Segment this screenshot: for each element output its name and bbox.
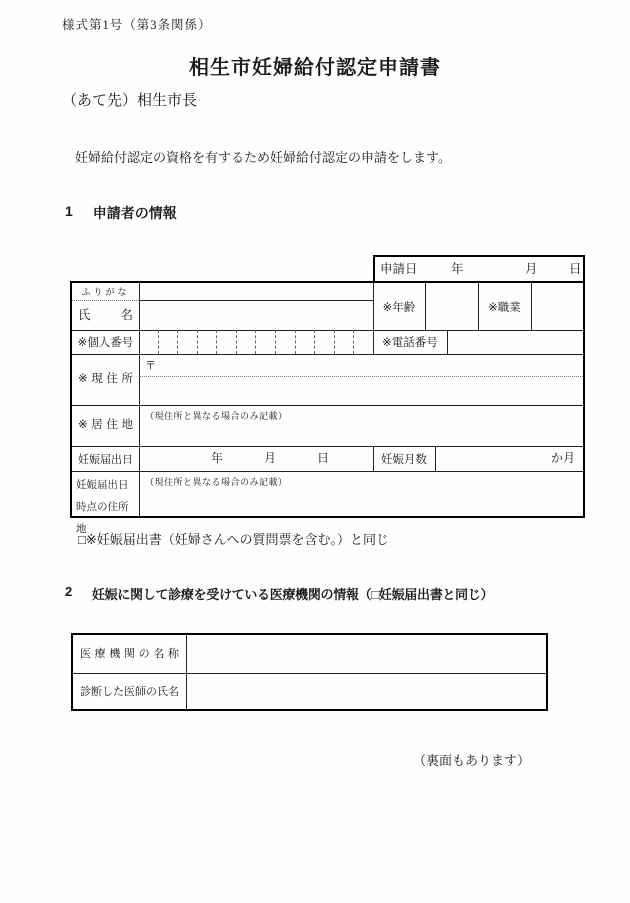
declaration-text: 妊婦給付認定の資格を有するため妊婦給付認定の申請をします。 — [75, 150, 451, 165]
residence-field — [139, 405, 583, 446]
personal-number-digit-cell — [158, 330, 178, 354]
personal-number-digit-cell — [197, 330, 217, 354]
section2-title-prefix: 妊娠に関して診療を受けている医療機関の情報（ — [91, 587, 372, 602]
section2-heading — [65, 584, 493, 603]
application-date-day-unit: 日 — [569, 262, 582, 276]
section1-heading — [65, 203, 177, 223]
personal-number-digit-cell — [216, 330, 236, 354]
section2-title — [92, 584, 493, 603]
postal-mark: 〒 — [145, 360, 156, 372]
notification-address-field — [139, 471, 583, 516]
institution-field — [186, 635, 546, 673]
current-address-field — [139, 354, 583, 405]
occupation-field — [531, 283, 583, 330]
section2-title-suffix: 妊娠届出書と同じ） — [378, 587, 494, 602]
personal-number-digit-cell — [255, 330, 275, 354]
personal-number-digit-cell — [275, 330, 295, 354]
personal-number-digit-cells — [139, 330, 373, 354]
same-as-notification-line — [78, 529, 389, 548]
section1-number: 1 — [65, 203, 73, 219]
checkbox-icon: □ — [78, 532, 86, 547]
application-date-box — [373, 255, 585, 283]
current-address-label: ※現住所 — [78, 373, 133, 385]
personal-number-digit-cell — [139, 330, 158, 354]
personal-number-label: ※個人番号 — [77, 337, 134, 349]
medical-table — [71, 633, 548, 711]
phone-label: ※電話番号 — [382, 337, 438, 349]
section2-number: 2 — [65, 584, 72, 599]
page-title: 相生市妊婦給付認定申請書 — [189, 57, 441, 79]
furigana-field — [139, 283, 373, 300]
application-date-month-unit: 月 — [525, 262, 538, 276]
residence-conditional-note: （現住所と異なる場合のみ記載） — [145, 411, 288, 421]
doctor-field — [186, 673, 546, 709]
notification-address-conditional-note: （現住所と異なる場合のみ記載） — [145, 477, 288, 487]
personal-number-digit-cell — [236, 330, 256, 354]
personal-number-digit-cell — [334, 330, 354, 354]
name-label: 氏名 — [78, 308, 133, 322]
personal-number-digit-cell — [295, 330, 315, 354]
furigana-label: ふりがな — [81, 287, 130, 297]
personal-number-digit-cell — [177, 330, 197, 354]
section1-title: 申請者の情報 — [92, 205, 177, 221]
applicant-table — [70, 281, 585, 535]
notification-date-day-unit: 日 — [317, 451, 330, 465]
pregnancy-months-unit: か月 — [550, 451, 575, 465]
name-field — [139, 300, 373, 330]
checkbox-icon: □ — [371, 587, 379, 602]
notification-date-month-unit: 月 — [264, 451, 277, 465]
residence-label: ※居住地 — [78, 419, 133, 431]
addressee-line: （あて先）相生市長 — [62, 92, 198, 109]
pregnancy-notification-date-label: 妊娠届出日 — [78, 453, 133, 466]
notification-address-label-line1: 妊娠届出日 — [76, 479, 129, 491]
back-side-note: （裏面もあります） — [412, 753, 530, 768]
occupation-label: ※職業 — [488, 301, 521, 314]
same-as-notification-text: ※妊娠届出書（妊婦さんへの質問票を含む。）と同じ — [85, 532, 389, 547]
pregnancy-months-label: 妊娠月数 — [381, 453, 427, 466]
age-field — [425, 283, 478, 330]
age-label: ※年齢 — [382, 301, 416, 314]
notification-address-label-line2: 時点の住所地 — [76, 501, 129, 535]
application-date-label: 申請日 — [380, 262, 418, 276]
notification-address-label — [72, 471, 139, 535]
personal-number-digit-cell — [353, 330, 373, 354]
form-number: 様式第1号（第3条関係） — [62, 18, 212, 32]
doctor-label: 診断した医師の氏名 — [80, 686, 179, 698]
application-date-year-unit: 年 — [451, 262, 464, 276]
phone-field — [447, 330, 583, 354]
personal-number-digit-cell — [314, 330, 334, 354]
institution-label: 医療機関の名称 — [80, 648, 179, 660]
notification-date-year-unit: 年 — [211, 451, 224, 465]
